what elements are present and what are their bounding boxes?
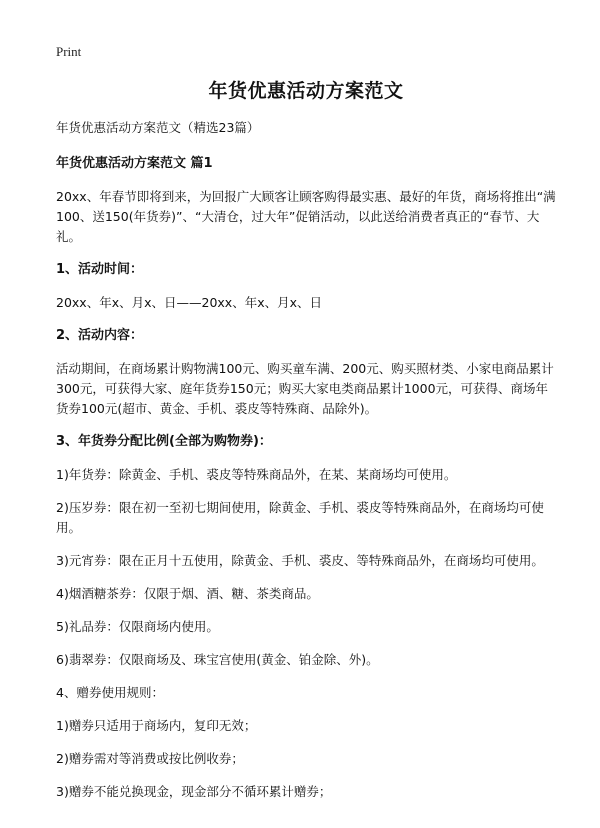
rule-item: 3)赠券不能兑换现金，现金部分不循环累计赠券； xyxy=(56,784,332,799)
voucher-item: 4)烟酒糖茶券：仅限于烟、酒、糖、茶类商品。 xyxy=(56,586,319,601)
document-title: 年货优惠活动方案范文 xyxy=(208,80,404,102)
document-subtitle: 年货优惠活动方案范文（精选23篇） xyxy=(56,120,260,135)
voucher-item: 6)翡翠券：仅限商场及、珠宝宫使用(黄金、铂金除、外)。 xyxy=(56,652,379,667)
rule-item: 1)赠券只适用于商场内，复印无效； xyxy=(56,718,257,733)
heading-activity-time: 1、活动时间： xyxy=(56,262,144,277)
voucher-item: 5)礼品券：仅限商场内使用。 xyxy=(56,619,219,634)
voucher-item: 3)元宵券：限在正月十五使用，除黄金、手机、裘皮、等特殊商品外，在商场均可使用。 xyxy=(56,553,544,568)
activity-content-text: 活动期间，在商场累计购物满100元、购买童车满、200元、购买照材类、小家电商品累计300元，可获得大家、庭年货券150元；购买大家电类商品累计1000元，可获得、商场年货券100元(超市、黄金、手机、裘皮等特殊商、品除外)。 xyxy=(56,361,554,416)
activity-time-text: 20xx、年x、月x、日——20xx、年x、月x、日 xyxy=(56,295,322,310)
section-title: 年货优惠活动方案范文 篇1 xyxy=(56,156,213,171)
print-label: Print xyxy=(56,44,82,59)
intro-paragraph: 20xx、年春节即将到来，为回报广大顾客让顾客购得最实惠、最好的年货，商场将推出“满100、送150(年货券)”、“大清仓，过大年”促销活动，以此送给消费者真正的“春节、大礼。 xyxy=(56,189,556,244)
heading-voucher-ratio: 3、年货券分配比例(全部为购物券)： xyxy=(56,434,272,449)
heading-activity-content: 2、活动内容： xyxy=(56,328,144,343)
heading-voucher-rules: 4、赠券使用规则： xyxy=(56,685,164,700)
voucher-item: 2)压岁券：限在初一至初七期间使用，除黄金、手机、裘皮等特殊商品外，在商场均可使用。 xyxy=(56,500,544,535)
rule-item: 2)赠券需对等消费或按比例收券； xyxy=(56,751,244,766)
voucher-item: 1)年货券：除黄金、手机、裘皮等特殊商品外，在某、某商场均可使用。 xyxy=(56,467,457,482)
